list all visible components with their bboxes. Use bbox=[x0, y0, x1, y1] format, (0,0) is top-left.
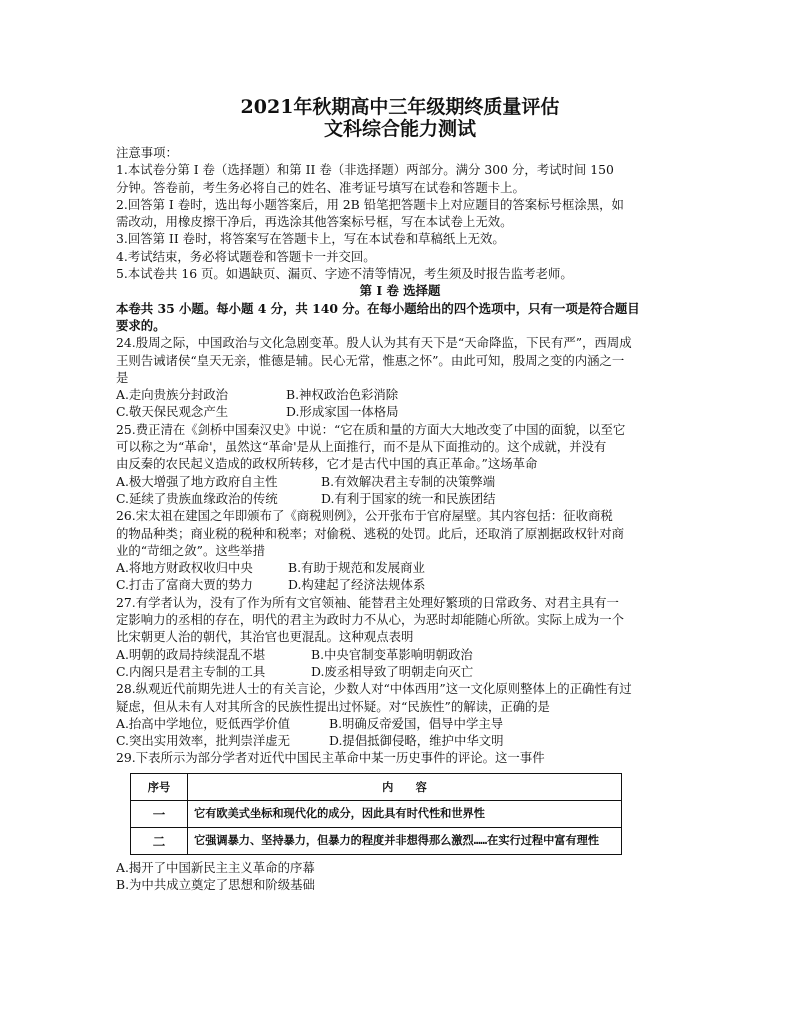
question-text: 业的“苛细之敛”。这些举措 bbox=[116, 542, 265, 558]
option-b: B.神权政治色彩消除 bbox=[286, 387, 399, 403]
question-text: 定影响力的丞相的存在，明代的君主为政时力不从心，为恶时却能随心所欲。实际上成为一个 bbox=[116, 612, 625, 628]
option-d: D.有利于国家的统一和民族团结 bbox=[321, 490, 496, 506]
table-cell-num: 一 bbox=[131, 800, 188, 827]
option-c: C.打击了富商大贾的势力 bbox=[116, 577, 253, 593]
option-c: C.敬天保民观念产生 bbox=[116, 404, 229, 420]
notice-block bbox=[116, 144, 684, 282]
table-cell-num: 二 bbox=[131, 827, 188, 854]
notice-line: 2.回答第 I 卷时，选出每小题答案后，用 2B 铅笔把答题卡上对应题目的答案标号框涂黑，如 bbox=[116, 196, 624, 212]
option-b: B.中央官制变革影响明朝政治 bbox=[311, 646, 473, 662]
notice-line: 分钟。答卷前，考生务必将自己的姓名、准考证号填写在试卷和答题卡上。 bbox=[116, 179, 525, 195]
question-text: 比宋朝更人治的朝代，其治官也更混乱。这种观点表明 bbox=[116, 629, 414, 645]
table-row bbox=[131, 800, 622, 827]
question-text: 的物品种类；商业税的税种和税率；对偷税、逃税的处罚。此后，还取消了原割据政权针对商 bbox=[116, 525, 625, 541]
option-c: C.延续了贵族血缘政治的传统 bbox=[116, 490, 278, 506]
question-27 bbox=[116, 594, 684, 680]
question-26 bbox=[116, 507, 684, 593]
notice-line: 3.回答第 II 卷时，将答案写在答题卡上，写在本试卷和草稿纸上无效。 bbox=[116, 231, 505, 247]
table-row bbox=[131, 827, 622, 854]
option-b: B.为中共成立奠定了思想和阶级基础 bbox=[116, 876, 315, 892]
option-a: A.揭开了中国新民主主义革命的序幕 bbox=[116, 859, 315, 875]
option-d: D.形成家国一体格局 bbox=[286, 404, 399, 420]
option-a: A.走向贵族分封政治 bbox=[116, 387, 229, 403]
table-cell-content: 它强调暴力、坚持暴力，但暴力的程度并非想得那么激烈……在实行过程中富有理性 bbox=[188, 827, 622, 854]
option-a: A.明朝的政局持续混乱不堪 bbox=[116, 646, 266, 662]
question-29 bbox=[116, 749, 684, 893]
notice-line: 需改动，用橡皮擦干净后，再选涂其他答案标号框，写在本试卷上无效。 bbox=[116, 214, 513, 230]
option-b: B.明确反帝爱国，倡导中学主导 bbox=[329, 715, 504, 731]
section-instruction: 要求的。 bbox=[116, 317, 166, 333]
question-text: 疑虑，但从未有人对其所含的民族性提出过怀疑。对“民族性”的解读，正确的是 bbox=[116, 698, 550, 714]
table-header-content: 内 容 bbox=[188, 773, 622, 800]
question-text: 24.殷周之际，中国政治与文化急剧变革。殷人认为其有天下是“天命降监，下民有严”，西周成 bbox=[116, 335, 632, 351]
option-a: A.将地方财政权收归中央 bbox=[116, 560, 253, 576]
section-instruction: 本卷共 35 小题。每小题 4 分，共 140 分。在每小题给出的四个选项中，只有一项是符合题目 bbox=[116, 300, 640, 316]
question-text: 可以称之为“革命'，虽然这“革命'是从上面推行，而不是从下面推动的。这个成就，并没有 bbox=[116, 439, 607, 455]
notice-line: 4.考试结束，务必将试题卷和答题卡一并交回。 bbox=[116, 248, 376, 264]
option-a: A.极大增强了地方政府自主性 bbox=[116, 473, 278, 489]
question-text: 29.下表所示为部分学者对近代中国民主革命中某一历史事件的评论。这一事件 bbox=[116, 750, 545, 766]
question-text: 28.纵观近代前期先进人士的有关言论，少数人对“中体西用”这一文化原则整体上的正确性有过 bbox=[116, 681, 632, 697]
exam-page bbox=[116, 92, 684, 893]
option-c: C.内阁只是君主专制的工具 bbox=[116, 663, 266, 679]
table-header-num: 序号 bbox=[131, 773, 188, 800]
question-24 bbox=[116, 334, 684, 420]
commentary-table bbox=[130, 773, 622, 855]
section-title: 第 I 卷 选择题 bbox=[359, 283, 441, 299]
exam-subtitle: 文科综合能力测试 bbox=[323, 118, 476, 140]
question-text: 由反秦的农民起义造成的政权所转移，它才是古代中国的真正革命。”这场革命 bbox=[116, 456, 538, 472]
table-cell-content: 它有欧美式坐标和现代化的成分，因此具有时代性和世界性 bbox=[188, 800, 622, 827]
option-a: A.抬高中学地位，贬低西学价值 bbox=[116, 715, 290, 731]
notice-line: 5.本试卷共 16 页。如遇缺页、漏页、字迹不清等情况，考生须及时报告监考老师。 bbox=[116, 266, 573, 282]
question-text: 王则告诫诸侯“皇天无亲，惟德是辅。民心无常，惟惠之怀”。由此可知，殷周之变的内涵之一 bbox=[116, 352, 625, 368]
question-text: 26.宋太祖在建国之年即颁布了《商税则例》，公开张布于官府屋壁。其内容包括：征收商税 bbox=[116, 508, 613, 524]
question-25 bbox=[116, 421, 684, 507]
table-header-row bbox=[131, 773, 622, 800]
question-text: 25.费正清在《剑桥中国秦汉史》中说：“它在质和量的方面大大地改变了中国的面貌，以至它 bbox=[116, 421, 626, 437]
question-text: 27.有学者认为，没有了作为所有文官领袖、能替君主处理好繁琐的日常政务、对君主具有一 bbox=[116, 594, 619, 610]
option-b: B.有效解决君主专制的决策弊端 bbox=[321, 473, 496, 489]
option-d: D.构建起了经济法规体系 bbox=[288, 577, 426, 593]
option-c: C.突出实用效率，批判崇洋虚无 bbox=[116, 733, 291, 749]
option-b: B.有助于规范和发展商业 bbox=[288, 560, 425, 576]
question-28 bbox=[116, 680, 684, 749]
option-d: D.废丞相导致了明朝走向灭亡 bbox=[311, 663, 474, 679]
question-text: 是 bbox=[116, 369, 129, 385]
option-d: D.提倡抵御侵略，维护中华文明 bbox=[329, 733, 504, 749]
notice-line: 1.本试卷分第 I 卷（选择题）和第 II 卷（非选择题）两部分。满分 300 分，考试时间 150 bbox=[116, 162, 614, 178]
notice-heading: 注意事项： bbox=[116, 145, 178, 160]
exam-title: 2021年秋期高中三年级期终质量评估 bbox=[240, 96, 560, 118]
